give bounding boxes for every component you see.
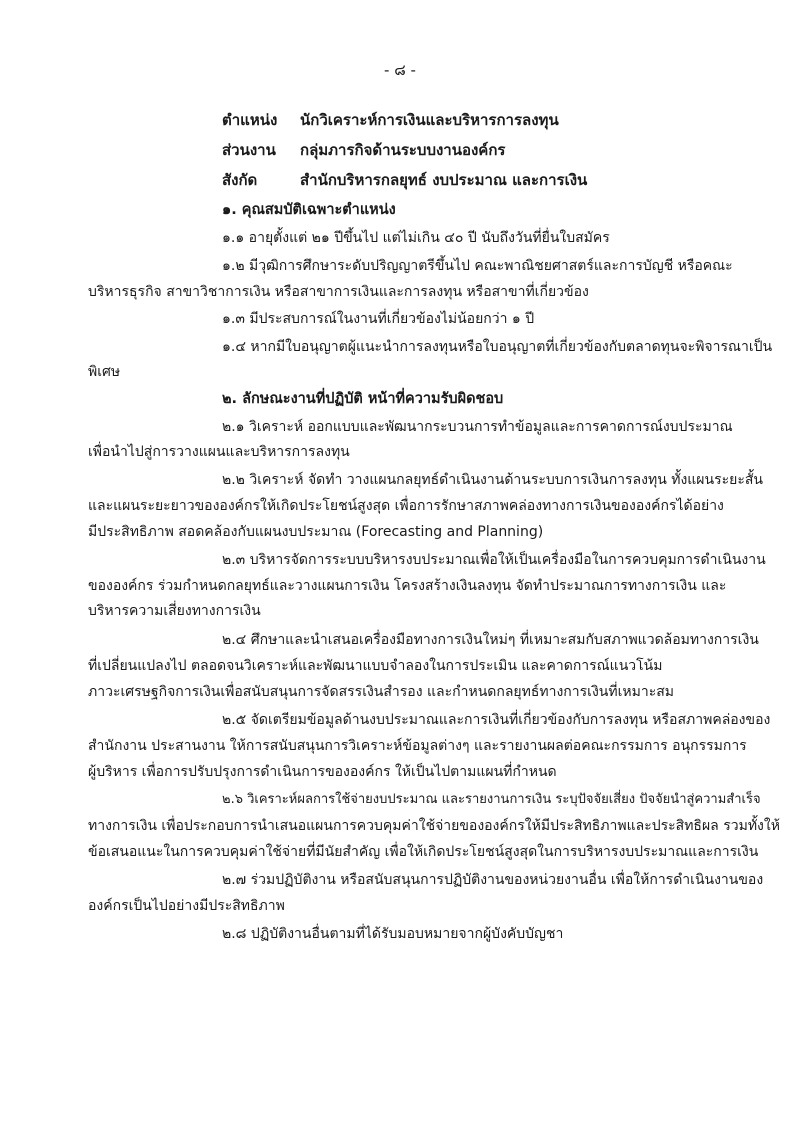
section-1-item-2: ๑.๒ มีวุฒิการศึกษาระดับปริญญาตรีขึ้นไป คณะพาณิชยศาสตร์และการบัญชี หรือคณะ — [222, 258, 733, 274]
section-2-item-5: ๒.๕ จัดเตรียมข้อมูลด้านงบประมาณและการเงินที่เกี่ยวข้องกับการลงทุน หรือสภาพคล่องของ — [222, 712, 771, 728]
info-label: ส่วนงาน — [222, 141, 276, 159]
section-1-item-1: ๑.๑ อายุตั้งแต่ ๒๑ ปีขึ้นไป แต่ไม่เกิน ๔๐ ปี นับถึงวันที่ยื่นใบสมัคร — [222, 230, 610, 246]
section-2-item-3-cont: ขององค์กร ร่วมกำหนดกลยุทธ์และวางแผนการเงิน โครงสร้างเงินลงทุน จัดทำประมาณการทางการเงิน และ — [88, 578, 727, 594]
info-value: นักวิเคราะห์การเงินและบริหารการลงทุน — [300, 111, 559, 129]
position-info — [222, 105, 587, 195]
info-row-position — [222, 105, 587, 135]
info-value: กลุ่มภารกิจด้านระบบงานองค์กร — [300, 141, 506, 159]
info-value: สำนักบริหารกลยุทธ์ งบประมาณ และการเงิน — [300, 171, 588, 189]
info-label: ตำแหน่ง — [222, 111, 278, 129]
section-1-item-3: ๑.๓ มีประสบการณ์ในงานที่เกี่ยวข้องไม่น้อยกว่า ๑ ปี — [222, 311, 535, 327]
section-1-heading: ๑. คุณสมบัติเฉพาะตำแหน่ง — [222, 202, 396, 218]
section-2-item-3-cont: บริหารความเสี่ยงทางการเงิน — [88, 603, 261, 619]
info-row-affiliation — [222, 165, 587, 195]
section-2-item-7: ๒.๗ ร่วมปฏิบัติงาน หรือสนับสนุนการปฏิบัติงานของหน่วยงานอื่น เพื่อให้การดำเนินงานของ — [222, 872, 764, 888]
section-2-item-2-cont: มีประสิทธิภาพ สอดคล้องกับแผนงบประมาณ (Forecasting and Planning) — [88, 524, 544, 540]
section-2-item-5-cont: สำนักงาน ประสานงาน ให้การสนับสนุนการวิเคราะห์ข้อมูลต่างๆ และรายงานผลต่อคณะกรรมการ อนุกรรมการ — [88, 738, 747, 754]
section-2-item-6-cont: ข้อเสนอแนะในการควบคุมค่าใช้จ่ายที่มีนัยสำคัญ เพื่อให้เกิดประโยชน์สูงสุดในการบริหารงบประมาณและการเงิน — [88, 844, 759, 860]
section-2-item-7-cont: องค์กรเป็นไปอย่างมีประสิทธิภาพ — [88, 898, 285, 914]
info-label: สังกัด — [222, 171, 258, 189]
info-row-department — [222, 135, 587, 165]
section-1-item-4: ๑.๔ หากมีใบอนุญาตผู้แนะนำการลงทุนหรือใบอนุญาตที่เกี่ยวข้องกับตลาดทุนจะพิจารณาเป็น — [222, 339, 773, 355]
section-1-item-4-cont: พิเศษ — [88, 364, 121, 380]
section-2-item-1: ๒.๑ วิเคราะห์ ออกแบบและพัฒนากระบวนการทำข้อมูลและการคาดการณ์งบประมาณ — [222, 419, 733, 435]
section-2-item-4-cont: ภาวะเศรษฐกิจการเงินเพื่อสนับสนุนการจัดสรรเงินสำรอง และกำหนดกลยุทธ์ทางการเงินที่เหมาะสม — [88, 684, 674, 700]
section-2-item-4: ๒.๔ ศึกษาและนำเสนอเครื่องมือทางการเงินใหม่ๆ ที่เหมาะสมกับสภาพแวดล้อมทางการเงิน — [222, 632, 759, 648]
section-1-item-2-cont: บริหารธุรกิจ สาขาวิชาการเงิน หรือสาขาการเงินและการลงทุน หรือสาขาที่เกี่ยวข้อง — [88, 284, 589, 300]
page-number: - ๘ - — [384, 61, 416, 79]
section-2-item-4-cont: ที่เปลี่ยนแปลงไป ตลอดจนวิเคราะห์และพัฒนาแบบจำลองในการประเมิน และคาดการณ์แนวโน้ม — [88, 658, 663, 674]
section-2-item-5-cont: ผู้บริหาร เพื่อการปรับปรุงการดำเนินการขององค์กร ให้เป็นไปตามแผนที่กำหนด — [88, 764, 557, 780]
section-2-item-2-cont: และแผนระยะยาวขององค์กรให้เกิดประโยชน์สูงสุด เพื่อการรักษาสภาพคล่องทางการเงินขององค์กรได้อย่าง — [88, 498, 724, 514]
section-2-item-3: ๒.๓ บริหารจัดการระบบบริหารงบประมาณเพื่อให้เป็นเครื่องมือในการควบคุมการดำเนินงาน — [222, 552, 766, 568]
section-2-item-6: ๒.๖ วิเคราะห์ผลการใช้จ่ายงบประมาณ และรายงานการเงิน ระบุปัจจัยเสี่ยง ปัจจัยนำสู่ความสำเร็จ — [222, 792, 761, 807]
section-2-heading: ๒. ลักษณะงานที่ปฏิบัติ หน้าที่ความรับผิดชอบ — [222, 391, 504, 407]
section-2-item-6-cont: ทางการเงิน เพื่อประกอบการนำเสนอแผนการควบคุมค่าใช้จ่ายขององค์กรให้มีประสิทธิภาพและประสิทธิผล รวมทั้งให้ — [88, 818, 780, 834]
section-2-item-8: ๒.๘ ปฏิบัติงานอื่นตามที่ได้รับมอบหมายจากผู้บังคับบัญชา — [222, 926, 564, 942]
section-2-item-2: ๒.๒ วิเคราะห์ จัดทำ วางแผนกลยุทธ์ดำเนินงานด้านระบบการเงินการลงทุน ทั้งแผนระยะสั้น — [222, 472, 763, 488]
section-2-item-1-cont: เพื่อนำไปสู่การวางแผนและบริหารการลงทุน — [88, 444, 350, 460]
